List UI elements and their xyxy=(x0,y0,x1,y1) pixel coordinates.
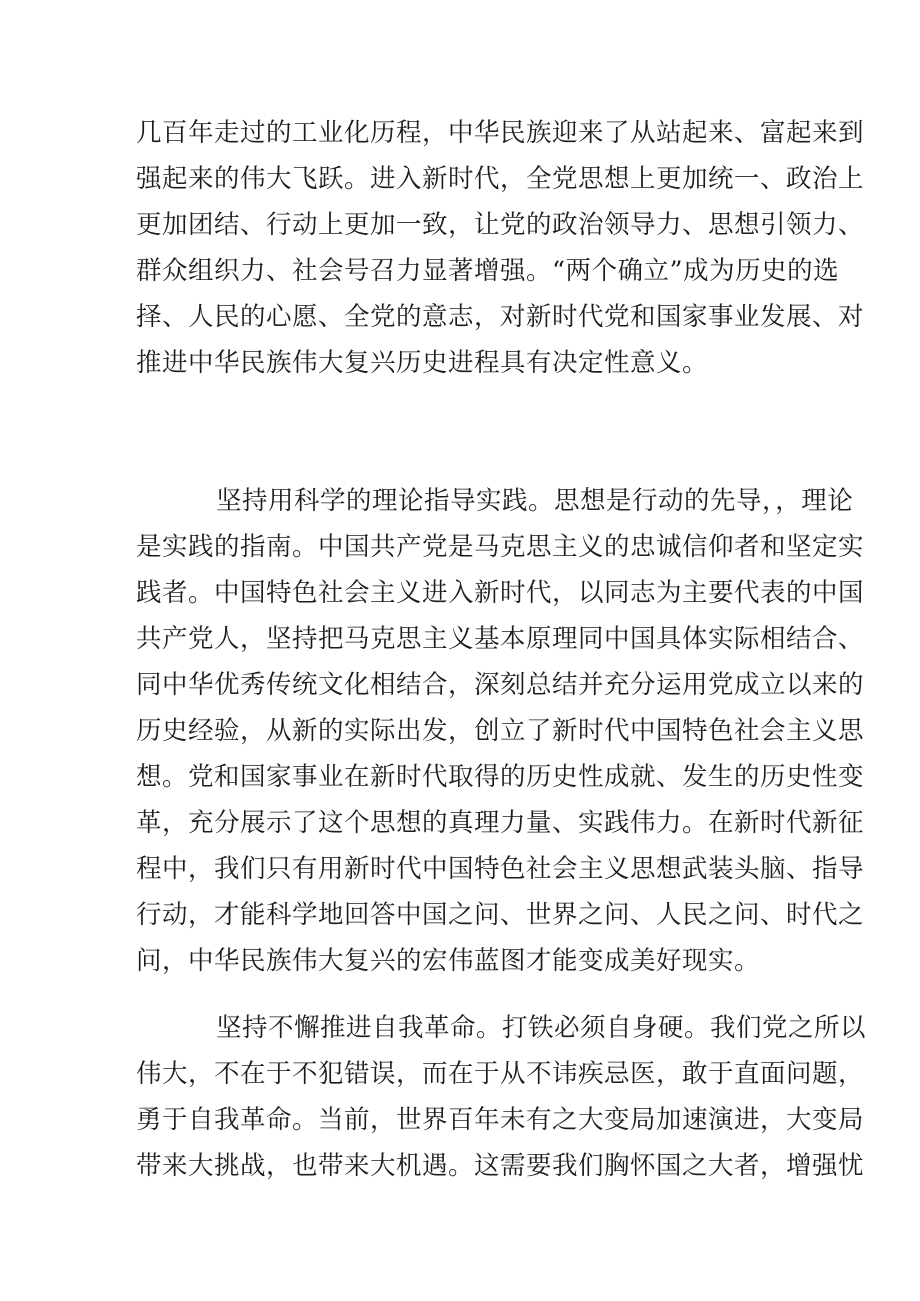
text-line: 几百年走过的工业化历程，中华民族迎来了从站起来、富起来到 xyxy=(136,118,865,148)
text-line: 程中，我们只有用新时代中国特色社会主义思想武装头脑、指导 xyxy=(136,854,865,884)
text-line: 推进中华民族伟大复兴历史进程具有决定性意义。 xyxy=(136,348,709,378)
text-line: 伟大，不在于不犯错误，而在于从不讳疾忌医，敢于直面问题， xyxy=(136,1059,865,1089)
text-line: 更加团结、行动上更加一致，让党的政治领导力、思想引领力、 xyxy=(136,210,865,240)
paragraph-1 xyxy=(136,110,865,386)
paragraph-2 xyxy=(136,478,865,984)
text-line: 想。党和国家事业在新时代取得的历史性成就、发生的历史性变 xyxy=(136,762,865,792)
text-line: 择、人民的心愿、全党的意志，对新时代党和国家事业发展、对 xyxy=(136,302,865,332)
text-line: 同中华优秀传统文化相结合，深刻总结并充分运用党成立以来的 xyxy=(136,670,865,700)
text-line: 是实践的指南。中国共产党是马克思主义的忠诚信仰者和坚定实 xyxy=(136,532,865,562)
text-line: 历史经验，从新的实际出发，创立了新时代中国特色社会主义思 xyxy=(136,716,865,746)
text-line: 革，充分展示了这个思想的真理力量、实践伟力。在新时代新征 xyxy=(136,808,865,838)
text-line: 问，中华民族伟大复兴的宏伟蓝图才能变成美好现实。 xyxy=(136,946,761,976)
text-line: 勇于自我革命。当前，世界百年未有之大变局加速演进，大变局 xyxy=(136,1105,865,1135)
text-line: 行动，才能科学地回答中国之问、世界之问、人民之问、时代之 xyxy=(136,900,865,930)
text-line: 群众组织力、社会号召力显著增强。“两个确立”成为历史的选 xyxy=(136,256,840,286)
text-line: 坚持不懈推进自我革命。打铁必须自身硬。我们党之所以 xyxy=(216,1013,867,1043)
paragraph-3 xyxy=(136,1005,867,1189)
text-line: 共产党人，坚持把马克思主义基本原理同中国具体实际相结合、 xyxy=(136,624,865,654)
text-line: 强起来的伟大飞跃。进入新时代，全党思想上更加统一、政治上 xyxy=(136,164,865,194)
text-line: 践者。中国特色社会主义进入新时代，以同志为主要代表的中国 xyxy=(136,578,865,608)
text-line: 坚持用科学的理论指导实践。思想是行动的先导，，理论 xyxy=(216,486,854,516)
text-line: 带来大挑战，也带来大机遇。这需要我们胸怀国之大者，增强忧 xyxy=(136,1151,865,1181)
